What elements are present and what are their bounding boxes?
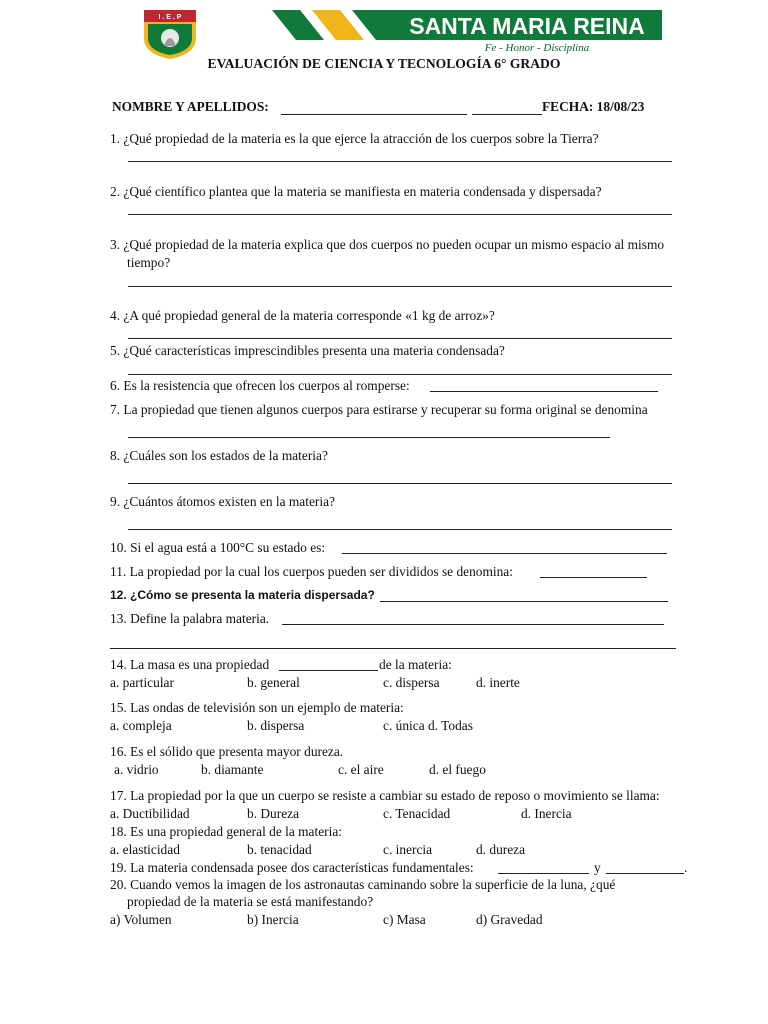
q15-option-c[interactable]: c. única [383, 718, 425, 733]
name-blank-2[interactable] [472, 114, 542, 115]
answer-line-14[interactable] [279, 670, 378, 671]
q20-option-b[interactable]: b) Inercia [247, 912, 299, 927]
q14-option-a[interactable]: a. particular [110, 675, 174, 690]
question-1: 1. ¿Qué propiedad de la materia es la que ejerce la atracción de los cuerpos sobre la Tierra? [110, 131, 599, 146]
question-3: 3. ¿Qué propiedad de la materia explica que dos cuerpos no pueden ocupar un mismo espacio al mismo [110, 237, 665, 252]
question-12: 12. ¿Cómo se presenta la materia dispersada? [110, 588, 375, 602]
question-9: 9. ¿Cuántos átomos existen en la materia? [110, 494, 335, 509]
answer-line-6[interactable] [430, 391, 658, 392]
answer-line-13b[interactable] [110, 648, 676, 649]
question-7: 7. La propiedad que tienen algunos cuerpos para estirarse y recuperar su forma original se denomina [110, 402, 648, 417]
svg-text:Fe - Honor - Disciplina: Fe - Honor - Disciplina [484, 42, 590, 54]
question-16: 16. Es el sólido que presenta mayor dureza. [110, 744, 344, 759]
name-blank[interactable] [281, 114, 467, 115]
q17-option-b[interactable]: b. Dureza [247, 806, 300, 821]
question-3-cont: tiempo? [127, 255, 171, 270]
question-13: 13. Define la palabra materia. [110, 611, 270, 626]
question-19: 19. La materia condensada posee dos características fundamentales: [110, 860, 474, 875]
q17-option-d[interactable]: d. Inercia [521, 806, 572, 821]
answer-line-1[interactable] [128, 161, 672, 162]
name-label: NOMBRE Y APELLIDOS: [112, 99, 269, 114]
question-4: 4. ¿A qué propiedad general de la materia corresponde «1 kg de arroz»? [110, 308, 495, 323]
q14-option-c[interactable]: c. dispersa [383, 675, 440, 690]
question-6: 6. Es la resistencia que ofrecen los cuerpos al romperse: [110, 378, 410, 393]
question-10: 10. Si el agua está a 100°C su estado es: [110, 540, 326, 555]
question-20-cont: propiedad de la materia se está manifestando? [127, 894, 374, 909]
answer-line-10[interactable] [342, 553, 667, 554]
answer-line-19b[interactable] [606, 873, 684, 874]
question-14-tail: de la materia: [379, 657, 452, 672]
q15-option-d[interactable]: d. Todas [428, 718, 473, 733]
q18-option-d[interactable]: d. dureza [476, 842, 526, 857]
answer-line-9[interactable] [128, 529, 672, 530]
answer-line-8[interactable] [128, 483, 672, 484]
question-14: 14. La masa es una propiedad [110, 657, 270, 672]
q15-option-b[interactable]: b. dispersa [247, 718, 305, 733]
question-5: 5. ¿Qué características imprescindibles presenta una materia condensada? [110, 343, 505, 358]
q17-option-a[interactable]: a. Ductibilidad [110, 806, 190, 821]
q18-option-b[interactable]: b. tenacidad [247, 842, 312, 857]
q16-option-c[interactable]: c. el aire [338, 762, 384, 777]
answer-line-3[interactable] [128, 286, 672, 287]
answer-line-11[interactable] [540, 577, 647, 578]
q18-option-c[interactable]: c. inercia [383, 842, 433, 857]
question-20: 20. Cuando vemos la imagen de los astronautas caminando sobre la superficie de la luna, ¿qué [110, 877, 616, 892]
question-8: 8. ¿Cuáles son los estados de la materia? [110, 448, 328, 463]
answer-line-5[interactable] [128, 374, 672, 375]
q17-option-c[interactable]: c. Tenacidad [383, 806, 451, 821]
answer-line-12[interactable] [380, 601, 668, 602]
date-label: FECHA: 18/08/23 [542, 99, 645, 114]
answer-line-2[interactable] [128, 214, 672, 215]
answer-line-4[interactable] [128, 338, 672, 339]
school-crest-logo [140, 8, 200, 60]
q14-option-d[interactable]: d. inerte [476, 675, 520, 690]
q16-option-d[interactable]: d. el fuego [429, 762, 486, 777]
question-19-y: y [594, 860, 601, 875]
q20-option-c[interactable]: c) Masa [383, 912, 426, 927]
question-19-end: . [684, 860, 688, 875]
q15-option-a[interactable]: a. compleja [110, 718, 172, 733]
question-2: 2. ¿Qué científico plantea que la materia se manifiesta en materia condensada y dispersada? [110, 184, 602, 199]
q20-option-d[interactable]: d) Gravedad [476, 912, 543, 927]
svg-text:I . E . P: I . E . P [158, 14, 182, 21]
question-17: 17. La propiedad por la que un cuerpo se resiste a cambiar su estado de reposo o movimiento se llama: [110, 788, 660, 803]
q16-option-a[interactable]: a. vidrio [114, 762, 159, 777]
question-11: 11. La propiedad por la cual los cuerpos pueden ser divididos se denomina: [110, 564, 513, 579]
school-banner-logo [272, 10, 662, 54]
q18-option-a[interactable]: a. elasticidad [110, 842, 180, 857]
q14-option-b[interactable]: b. general [247, 675, 300, 690]
q16-option-b[interactable]: b. diamante [201, 762, 264, 777]
exam-title: EVALUACIÓN DE CIENCIA Y TECNOLOGÍA 6° GRADO [207, 56, 561, 71]
answer-line-7[interactable] [128, 437, 610, 438]
answer-line-19a[interactable] [498, 873, 589, 874]
question-18: 18. Es una propiedad general de la materia: [110, 824, 343, 839]
question-15: 15. Las ondas de televisión son un ejemplo de materia: [110, 700, 404, 715]
answer-line-13[interactable] [282, 624, 664, 625]
q20-option-a[interactable]: a) Volumen [110, 912, 172, 927]
svg-text:SANTA MARIA REINA: SANTA MARIA REINA [409, 13, 645, 39]
